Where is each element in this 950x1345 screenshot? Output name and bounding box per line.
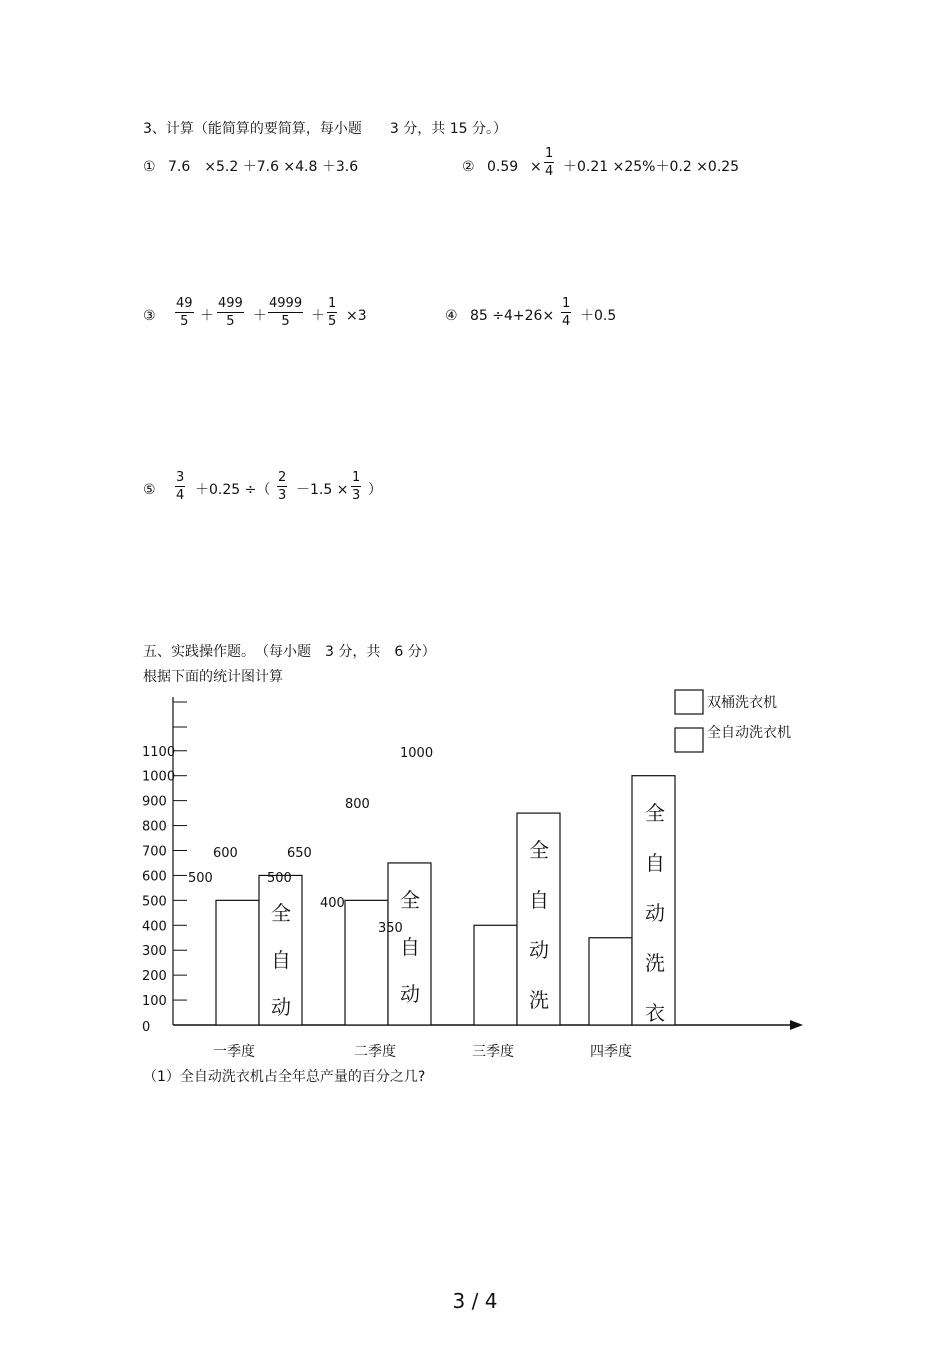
value-label: 350 <box>378 921 403 936</box>
y-tick-label: 100 <box>142 994 167 1010</box>
fraction-denominator: 4 <box>562 314 571 329</box>
bar-inner-text: 自 <box>400 935 420 959</box>
problem-1-expression: 7.6 ×5.2 ＋7.6 ×4.8 ＋3.6 <box>168 159 359 175</box>
legend-label: 双桶洗衣机 <box>707 695 777 711</box>
y-tick-label: 300 <box>142 944 167 960</box>
y-tick-label: 0 <box>142 1020 151 1035</box>
problem-3-tail: ×3 <box>346 308 367 324</box>
value-label: 1000 <box>400 746 434 761</box>
legend-label: 全自动洗衣机 <box>707 725 791 741</box>
value-label: 800 <box>345 797 370 812</box>
value-label: 600 <box>213 846 238 861</box>
bar-inner-text: 自 <box>645 851 665 875</box>
bar-double-tub <box>474 925 517 1025</box>
bar-inner-text: 动 <box>645 901 665 925</box>
value-label: 650 <box>287 846 312 861</box>
problem-2-a: 0.59 <box>487 159 519 175</box>
bar-inner-text: 全 <box>529 838 549 862</box>
bar-inner-text: 全 <box>645 801 665 825</box>
fraction-denominator: 4 <box>545 164 554 179</box>
bar-inner-text: 全 <box>400 888 420 912</box>
bar-double-tub <box>345 900 388 1025</box>
fraction-numerator: 2 <box>278 470 287 485</box>
problem-5-mid2: －1.5 × <box>296 482 349 498</box>
y-tick-label: 400 <box>142 919 167 935</box>
problem-3-plus-3: ＋ <box>311 308 325 324</box>
fraction-numerator: 1 <box>545 146 554 161</box>
y-tick-label: 200 <box>142 969 167 985</box>
problem-4-a: 85 ÷4+26× <box>470 308 555 324</box>
problem-3-number: ③ <box>143 308 156 324</box>
bar-inner-text: 衣 <box>645 1001 665 1025</box>
fraction-numerator: 1 <box>562 296 571 311</box>
y-tick-label: 900 <box>142 794 167 810</box>
fraction-denominator: 5 <box>226 314 235 329</box>
legend-swatch <box>675 728 703 752</box>
y-tick-label: 800 <box>142 819 167 835</box>
bar-inner-text: 全 <box>271 901 291 925</box>
x-category-label: 四季度 <box>590 1044 632 1060</box>
bar-inner-text: 洗 <box>529 988 549 1012</box>
section3-title: 3、计算（能简算的要简算，每小题 3 分，共 15 分。） <box>143 121 507 137</box>
problem-2-rest: ＋0.21 ×25%＋0.2 ×0.25 <box>563 159 740 175</box>
y-tick-label: 600 <box>142 869 167 885</box>
fraction-denominator: 5 <box>328 314 337 329</box>
bar-double-tub <box>216 900 259 1025</box>
problem-4-number: ④ <box>445 308 458 324</box>
x-category-label: 一季度 <box>213 1044 255 1060</box>
x-category-label: 三季度 <box>472 1044 514 1060</box>
problem-4-tail: ＋0.5 <box>580 308 617 324</box>
fraction-numerator: 49 <box>176 296 193 311</box>
page-number: 3 / 4 <box>452 1289 498 1313</box>
fraction-denominator: 3 <box>352 488 361 503</box>
fraction-numerator: 1 <box>328 296 337 311</box>
problem-1-number: ① <box>143 159 156 175</box>
problem-5-number: ⑤ <box>143 482 156 498</box>
fraction-numerator: 499 <box>218 296 243 311</box>
value-label: 400 <box>320 896 345 911</box>
bar-inner-text: 自 <box>271 948 291 972</box>
value-label: 500 <box>267 871 292 886</box>
problem-2-number: ② <box>462 159 475 175</box>
y-tick-label: 700 <box>142 844 167 860</box>
bar-inner-text: 自 <box>529 888 549 912</box>
legend-swatch <box>675 690 703 714</box>
bar-double-tub <box>589 938 632 1025</box>
problem-3-plus-2: ＋ <box>253 308 267 324</box>
y-tick-label: 1000 <box>142 769 176 785</box>
bar-inner-text: 动 <box>271 995 291 1019</box>
value-label: 500 <box>188 871 213 886</box>
section5-title: 五、实践操作题。 （每小题 3 分，共 6 分） <box>143 644 436 660</box>
y-tick-label: 500 <box>142 894 167 910</box>
problem-3-plus-1: ＋ <box>200 308 214 324</box>
problem-2-times: × <box>530 159 542 175</box>
bar-inner-text: 动 <box>529 938 549 962</box>
problem-5-close: ） <box>368 482 382 498</box>
x-axis-arrow <box>790 1020 803 1030</box>
bar-inner-text: 洗 <box>645 951 665 975</box>
x-category-label: 二季度 <box>354 1044 396 1060</box>
question-1: （1）全自动洗衣机占全年总产量的百分之几? <box>143 1069 426 1085</box>
fraction-denominator: 3 <box>278 488 287 503</box>
fraction-denominator: 5 <box>281 314 290 329</box>
fraction-numerator: 4999 <box>269 296 303 311</box>
section5-subtitle: 根据下面的统计图计算 <box>143 669 283 685</box>
bar-inner-text: 动 <box>400 982 420 1006</box>
y-tick-label: 1100 <box>142 744 176 760</box>
problem-5-mid: ＋0.25 ÷（ <box>195 482 271 498</box>
fraction-denominator: 4 <box>176 488 185 503</box>
fraction-numerator: 3 <box>176 470 185 485</box>
fraction-denominator: 5 <box>180 314 189 329</box>
fraction-numerator: 1 <box>352 470 361 485</box>
